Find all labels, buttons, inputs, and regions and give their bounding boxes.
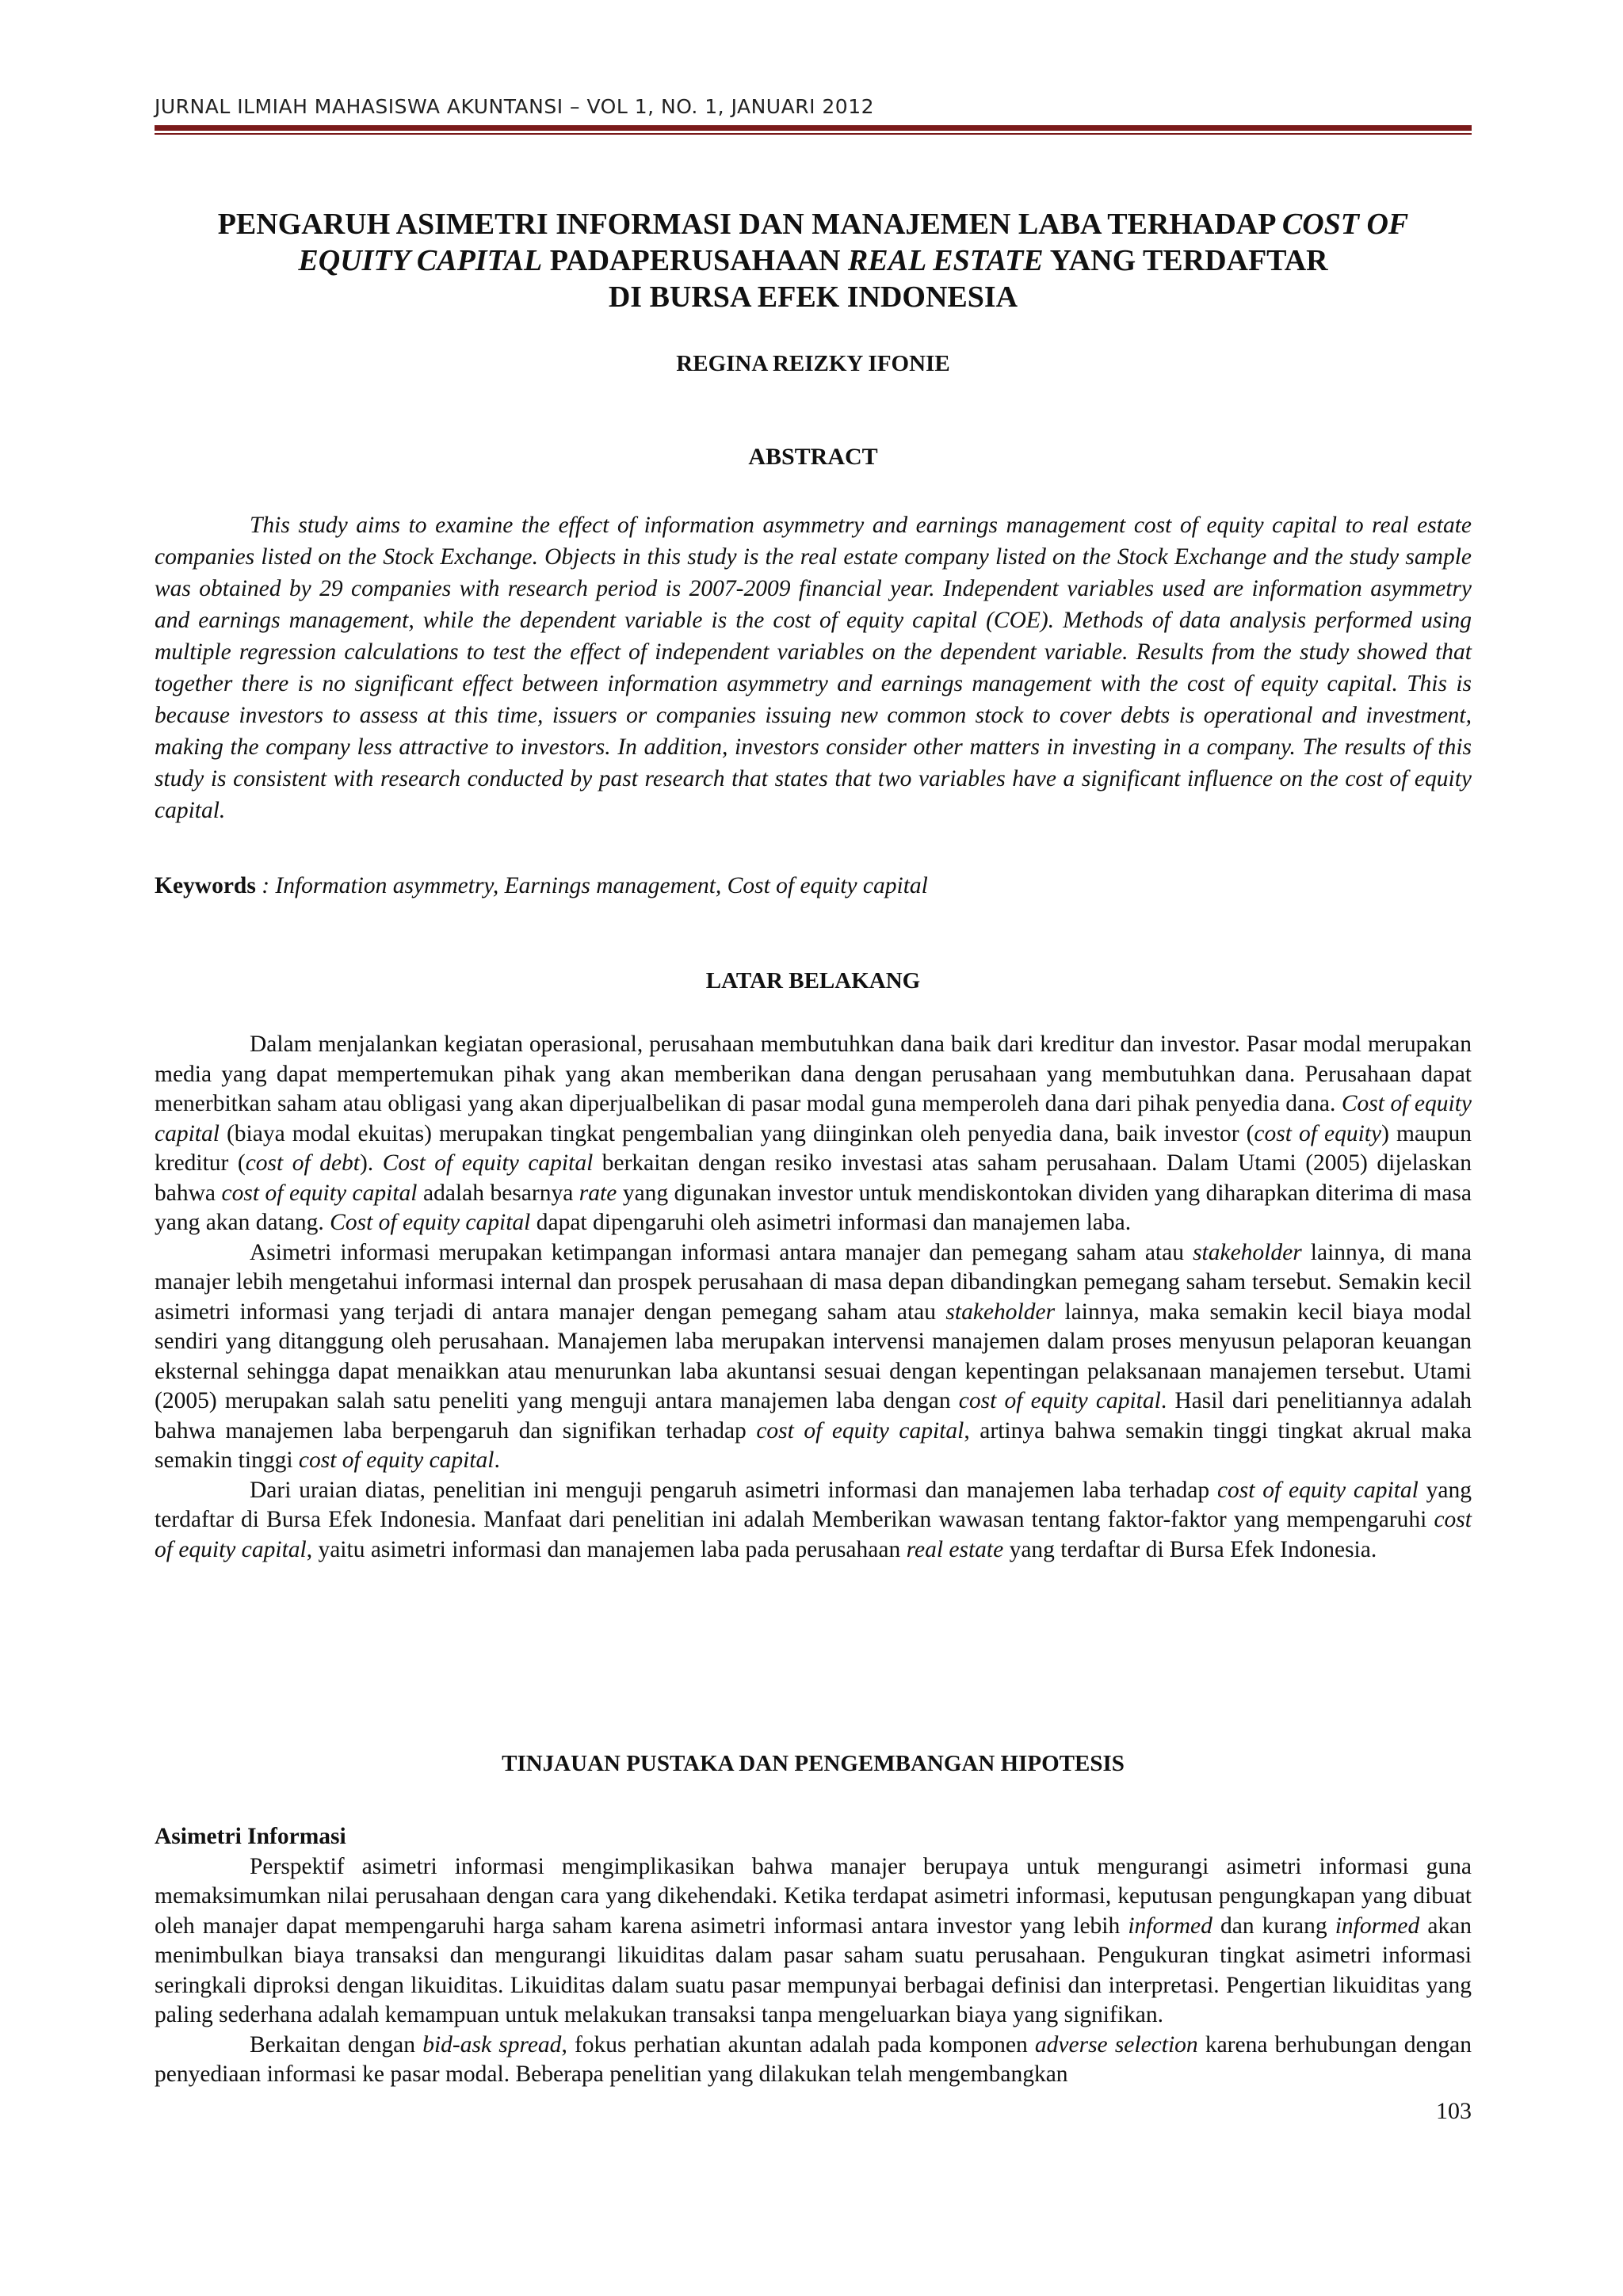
italic-run: cost of debt bbox=[245, 1150, 360, 1176]
abstract-text: This study aims to examine the effect of information asymmetry and earnings management cost of equity capital to real estate companies listed on the Stock Exchange. Objects in this study is the real estate company listed on the Stock Exchange and the study sample was obtained by 29 companies with research period is 2007-2009 financial year. Independent variables used are information asymmetry and earnings management, while the dependent variable is the cost of equity capital (COE). Methods of data analysis performed using multiple regression calculations to test the effect of independent variables on the dependent variable. Results from the study showed that together there is no significant effect between information asymmetry and earnings management with the cost of equity capital. This is because investors to assess at this time, issuers or companies issuing new common stock to cover debts is operational and investment, making the company less attractive to investors. In addition, investors consider other matters in investing in a company. The results of this study is consistent with research conducted by past research that states that two variables have a significant influence on the cost of equity capital. bbox=[155, 513, 1472, 823]
text-run: . Hasil dari penelitiannya adalah bahwa manajemen laba berpengaruh dan signifikan terhadap bbox=[155, 1388, 1472, 1444]
text-run: berkaitan dengan resiko investasi atas saham perusahaan. Dalam Utami (2005) dijelaskan bahwa bbox=[155, 1150, 1472, 1206]
italic-run: informed bbox=[1335, 1913, 1420, 1939]
text-run: dan kurang bbox=[1212, 1913, 1335, 1939]
paragraph-2 bbox=[155, 1238, 1472, 1476]
author-name: REGINA REIZKY IFONIE bbox=[676, 351, 950, 376]
title-line-2-text-b: YANG TERDAFTAR bbox=[1043, 244, 1328, 277]
italic-run: Cost of equity capital bbox=[330, 1210, 531, 1235]
text-run: , artinya bahwa semakin tinggi tingkat akrual maka semakin tinggi bbox=[155, 1417, 1472, 1473]
text-run: . bbox=[494, 1447, 500, 1473]
text-run: akan menimbulkan biaya transaksi dan mengurangi likuiditas dalam pasar saham suatu perusahaan. Pengukuran tingkat asimetri informasi seringkali diproksi dengan likuiditas. Likuiditas dalam suatu pasar mempunyai berbagai definisi dan interpretasi. Pengertian likuiditas yang paling sederhana adalah kemampuan untuk melakukan transaksi tanpa mengeluarkan biaya yang signifikan. bbox=[155, 1913, 1472, 2027]
keywords-text: : Information asymmetry, Earnings management, Cost of equity capital bbox=[255, 873, 928, 898]
running-header: JURNAL ILMIAH MAHASISWA AKUNTANSI – VOL 1, NO. 1, JANUARI 2012 bbox=[155, 95, 875, 118]
section-heading-tinjauan-pustaka: TINJAUAN PUSTAKA DAN PENGEMBANGAN HIPOTESIS bbox=[502, 1751, 1125, 1776]
text-run: yang terdaftar di Bursa Efek Indonesia. bbox=[1003, 1536, 1377, 1562]
text-run: adalah besarnya bbox=[417, 1180, 579, 1206]
paper-title bbox=[155, 206, 1472, 315]
italic-run: bid-ask spread bbox=[422, 2031, 562, 2058]
text-run: dapat dipengaruhi oleh asimetri informasi dan manajemen laba. bbox=[530, 1210, 1132, 1235]
text-run: (biaya modal ekuitas) merupakan tingkat pengembalian yang diinginkan oleh penyedia dana, baik investor ( bbox=[219, 1120, 1254, 1146]
italic-run: cost of equity capital bbox=[958, 1388, 1161, 1413]
subheading-asimetri-informasi: Asimetri Informasi bbox=[155, 1824, 346, 1849]
page-number: 103 bbox=[1436, 2098, 1472, 2124]
journal-page bbox=[155, 0, 1472, 2296]
keywords-line bbox=[155, 873, 928, 899]
text-run: yang terdaftar di Bursa Efek Indonesia. Manfaat dari penelitian ini adalah Memberikan wawasan tentang faktor-faktor yang mempengaruhi bbox=[155, 1477, 1472, 1532]
text-run: Dari uraian diatas, penelitian ini menguji pengaruh asimetri informasi dan manajemen laba terhadap bbox=[250, 1477, 1217, 1503]
title-line-2-italic-a: EQUITY CAPITAL bbox=[298, 244, 543, 277]
text-run: karena berhubungan dengan penyediaan informasi ke pasar modal. Beberapa penelitian yang dilakukan telah mengembangkan bbox=[155, 2031, 1472, 2087]
text-run: ) maupun kreditur ( bbox=[155, 1120, 1472, 1176]
italic-run: cost of equity bbox=[1254, 1120, 1382, 1146]
italic-run: stakeholder bbox=[1193, 1239, 1302, 1265]
title-line-2-text-a: PADAPERUSAHAAN bbox=[542, 244, 848, 277]
italic-run: stakeholder bbox=[945, 1299, 1056, 1325]
italic-run: rate bbox=[579, 1180, 617, 1206]
text-run: Dalam menjalankan kegiatan operasional, perusahaan membutuhkan dana baik dari kreditur dan investor. Pasar modal merupakan media yang dapat mempertemukan pihak yang akan memberikan dana dengan perusahaan yang membutuhkan dana. Perusahaan dapat menerbitkan saham atau obligasi yang akan diperjualbelikan di pasar modal guna memperoleh dana dari pihak penyedia dana. bbox=[155, 1032, 1472, 1116]
italic-run: cost of equity capital bbox=[298, 1447, 495, 1473]
text-run: Berkaitan dengan bbox=[250, 2031, 423, 2058]
italic-run: adverse selection bbox=[1034, 2031, 1198, 2058]
italic-run: real estate bbox=[906, 1536, 1004, 1562]
text-run: yang digunakan investor untuk mendiskontokan dividen yang diharapkan diterima di masa yang akan datang. bbox=[155, 1180, 1472, 1235]
title-line-2-italic-b: REAL ESTATE bbox=[847, 244, 1044, 277]
text-run: , fokus perhatian akuntan adalah pada komponen bbox=[561, 2031, 1035, 2058]
italic-run: Cost of equity capital bbox=[382, 1150, 594, 1176]
title-line-1 bbox=[155, 206, 1472, 242]
italic-run: cost of equity capital bbox=[1216, 1477, 1419, 1503]
latar-belakang-body bbox=[155, 1030, 1472, 1565]
header-rule-thin bbox=[155, 133, 1472, 135]
title-line-1-italic: COST OF bbox=[1281, 208, 1409, 241]
text-run: lainnya, di mana manajer lebih mengetahui informasi internal dan prospek perusahaan di masa depan dibandingkan pemegang saham tersebut. Semakin kecil asimetri informasi yang terjadi di antara manajer dengan pemegang saham atau bbox=[155, 1239, 1472, 1325]
section-heading-latar-belakang: LATAR BELAKANG bbox=[705, 968, 921, 994]
text-run: Perspektif asimetri informasi mengimplikasikan bahwa manajer berupaya untuk mengurangi asimetri informasi guna memaksimumkan nilai perusahaan dengan cara yang dikehendaki. Ketika terdapat asimetri informasi, keputusan pengungkapan yang dibuat oleh manajer dapat mempengaruhi harga saham karena asimetri informasi antara investor yang lebih bbox=[155, 1853, 1472, 1939]
italic-run: cost of equity capital bbox=[756, 1417, 964, 1444]
text-run: Asimetri informasi merupakan ketimpangan informasi antara manajer dan pemegang saham atau bbox=[250, 1239, 1193, 1265]
title-line-2 bbox=[155, 242, 1472, 279]
keywords-label: Keywords bbox=[155, 873, 256, 898]
title-line-3: DI BURSA EFEK INDONESIA bbox=[608, 280, 1018, 314]
text-run: lainnya, maka semakin kecil biaya modal sendiri yang ditanggung oleh perusahaan. Manajemen laba merupakan intervensi manajemen dalam proses menyusun pelaporan keuangan eksternal sehingga dapat menaikkan atau menurunkan laba akuntansi sesuai dengan kepentingan pelaksanaan manajemen tersebut. Utami (2005) merupakan salah satu peneliti yang menguji antara manajemen laba dengan bbox=[155, 1299, 1472, 1413]
text-run: , yaitu asimetri informasi dan manajemen laba pada perusahaan bbox=[306, 1536, 907, 1562]
italic-run: informed bbox=[1128, 1913, 1212, 1939]
abstract-heading: ABSTRACT bbox=[748, 444, 878, 470]
paragraph-5 bbox=[155, 2031, 1472, 2090]
header-rule-thick bbox=[155, 125, 1472, 131]
title-line-1-text: PENGARUH ASIMETRI INFORMASI DAN MANAJEMEN LABA TERHADAP bbox=[217, 208, 1282, 241]
italic-run: cost of equity capital bbox=[155, 1507, 1472, 1562]
paragraph-4 bbox=[155, 1852, 1472, 2031]
paragraph-3 bbox=[155, 1476, 1472, 1566]
text-run: ). bbox=[359, 1150, 383, 1176]
italic-run: Cost of equity capital bbox=[155, 1091, 1472, 1146]
italic-run: cost of equity capital bbox=[221, 1180, 418, 1206]
asimetri-informasi-body bbox=[155, 1822, 1472, 2090]
paragraph-1 bbox=[155, 1030, 1472, 1238]
